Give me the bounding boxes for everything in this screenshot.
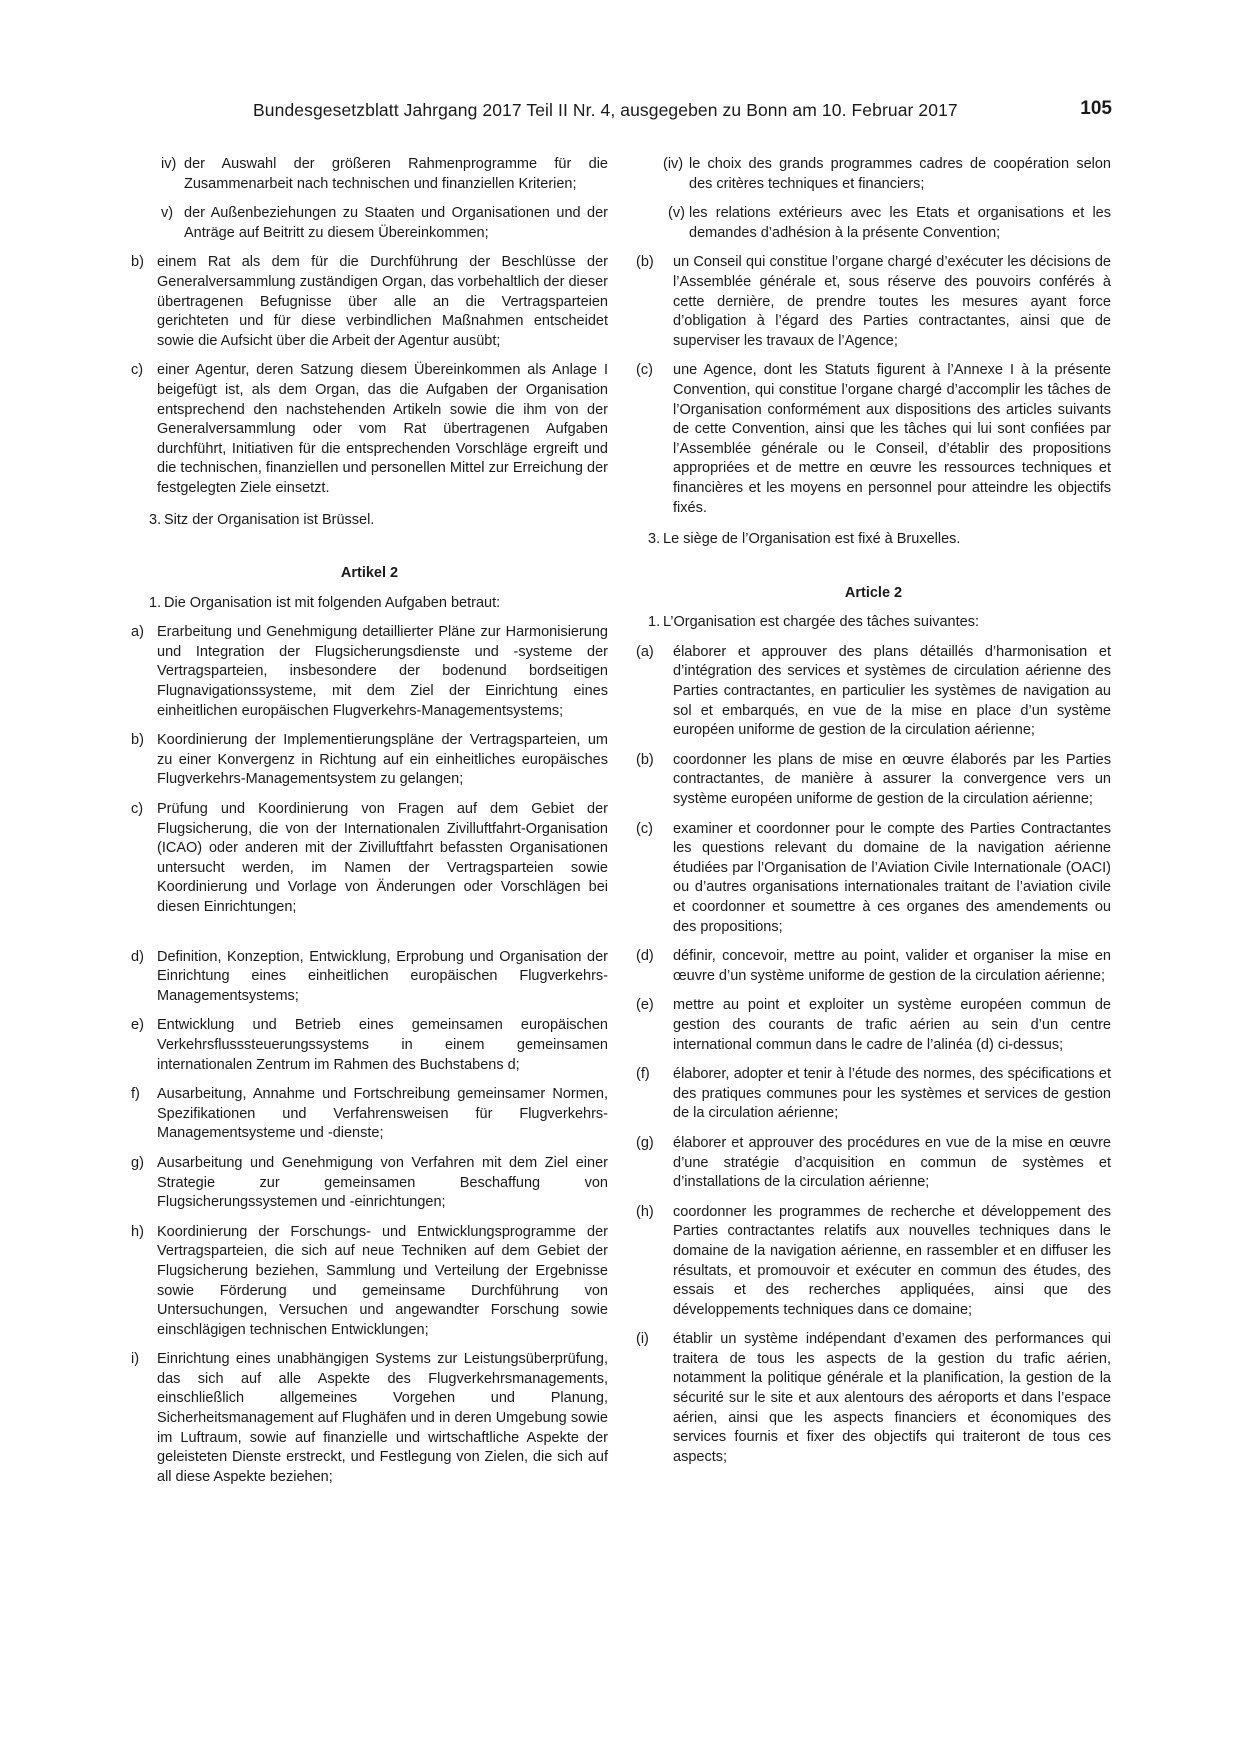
clause-text: einer Agentur, deren Satzung diesem Übereinkommen als Anlage I beigefügt ist, als dem Organ, das die Aufgaben der Organisation entsprechend den nachstehenden Artikeln sowie die ihm von der Generalversammlung oder vom Rat übertragenen Aufgaben durchführt, Initiativen für die entsprechenden Vorschläge ergreift und die technischen, finanziellen und personellen Mittel zur Erreichung der festgelegten Ziele einsetzt. — [157, 362, 608, 496]
task-text: élaborer, adopter et tenir à l’étude des normes, des spécifications et des pratiques communes pour les systèmes et services de gestion de la circulation aérienne; — [673, 1066, 1111, 1122]
clause-marker: (iv) — [663, 156, 684, 172]
task-marker: (c) — [636, 820, 653, 837]
paragraph-marker: 1. — [149, 594, 162, 611]
task-marker: (f) — [636, 1066, 650, 1083]
task-marker: (a) — [636, 643, 654, 660]
task-text: Einrichtung eines unabhängigen Systems zur Leistungsüberprüfung, das sich auf alle Aspekte des Flugverkehrsmanagements, einschließlich allgemeines Vorgehen und Planung, Sicherheitsmanagement auf Flughäfen und in deren Umgebung sowie im Luftraum, sowie auf finanzielle und wirtschaftliche Aspekte der geleisteten Dienste erstreckt, und Festlegung von Zielen, die sich auf all diese Aspekte beziehen; — [157, 1351, 608, 1485]
task-i — [131, 1350, 608, 1487]
clause-c — [131, 361, 608, 498]
clause-text: un Conseil qui constitue l’organe chargé d’exécuter les décisions de l’Assemblée générale et, sous réserve des pouvoirs conférés à cette dernière, de prendre toutes les mesures ayant force d’obligation à l’égard des Parties contractantes, ainsi que de superviser les travaux de l’Agence; — [673, 254, 1111, 349]
clause-marker: iv) — [161, 156, 177, 172]
task-g — [636, 1134, 1111, 1193]
task-text: Prüfung und Koordinierung von Fragen auf dem Gebiet der Flugsicherung, die von der Internationalen Zivilluftfahrt-Organisation (ICAO) oder anderen mit der Zivilluftfahrt befassten Organisationen untersucht werden, im Namen der Vertragsparteien sowie Koordinierung und Vorlage von Änderungen oder Vorschlägen bei diesen Einrichtungen; — [157, 801, 608, 915]
clause-text: les relations extérieurs avec les Etats et organisations et les demandes d’adhésion à la présente Convention; — [689, 205, 1111, 241]
task-b — [131, 731, 608, 790]
task-marker: d) — [131, 948, 144, 965]
task-marker: (e) — [636, 997, 654, 1014]
task-h — [131, 1223, 608, 1341]
paragraph-text: L’Organisation est chargée des tâches suivantes: — [663, 614, 979, 631]
clause-text: der Auswahl der größeren Rahmenprogramme für die Zusammenarbeit nach technischen und finanziellen Kriterien; — [184, 156, 608, 192]
clause-marker: b) — [131, 254, 144, 271]
task-text: Koordinierung der Implementierungspläne der Vertragsparteien, um zu einer Konvergenz in Richtung auf ein einheitliches europäisches Flugverkehrs-Managementsystem zu gelangen; — [157, 732, 608, 788]
task-b — [636, 751, 1111, 810]
page-number: 105 — [1080, 98, 1112, 119]
clause-text: une Agence, dont les Statuts figurent à l’Annexe I à la présente Convention, qui constitue l’organe chargé d’accomplir les tâches de l’Organisation conformément aux dispositions des articles suivants de cette Convention, ainsi que les tâches qui lui sont confiées par l’Assemblée générale ou le Conseil, d’établir des propositions appropriées et de mettre en œuvre les ressources techniques et financières et les moyens en personnel pour atteindre les objectifs fixés. — [673, 362, 1111, 516]
clause-text: einem Rat als dem für die Durchführung der Beschlüsse der Generalversammlung zuständigen Organ, das vorbehaltlich der dieser übertragenen Befugnisse über alle an die Vertragsparteien gerichteten und für diese verbindlichen Maßnahmen entscheidet sowie die Aufsicht über die Arbeit der Agentur ausübt; — [157, 254, 608, 349]
paragraph-3 — [149, 511, 608, 531]
task-g — [131, 1154, 608, 1213]
task-i — [636, 1330, 1111, 1467]
article-heading: Artikel 2 — [340, 565, 399, 582]
clause-iv — [131, 155, 608, 194]
task-text: établir un système indépendant d’examen des performances qui traitera de tous les aspects de la gestion du trafic aérien, notamment la politique générale et la planification, la gestion de la sécurité sur le site et aux alentours des aéroports et dans l’espace aérien, ainsi que les aspects financiers et économiques des services fournis et fixer des objectifs qui traiteront de tous ces aspects; — [673, 1331, 1111, 1465]
task-marker: a) — [131, 624, 144, 641]
paragraph-marker: 3. — [648, 531, 661, 548]
task-text: Erarbeitung und Genehmigung detaillierter Pläne zur Harmonisierung und Integration der Flugsicherungsdienste und -systeme der Vertragsparteien, insbesondere der bodenund bordseitigen Flugnavigationssysteme, mit dem Ziel der Einrichtung eines einheitlichen europäischen Flugverkehrs-Managementsystems; — [157, 624, 608, 719]
article-heading: Article 2 — [844, 584, 903, 601]
task-text: coordonner les programmes de recherche et développement des Parties contractantes relatifs aux nouvelles techniques dans le domaine de la navigation aérienne, en rassembler et en diffuser les résultats, et promouvoir et exécuter en commun des études, des essais et des recherches appliquées, ainsi que des développements techniques dans ce domaine; — [673, 1203, 1111, 1318]
task-marker: (g) — [636, 1134, 654, 1151]
task-text: mettre au point et exploiter un système européen commun de gestion des courants de trafic aérien au sein d’un centre international commun dans le cadre de l’alinéa (d) ci-dessus; — [673, 997, 1111, 1053]
task-marker: (h) — [636, 1203, 654, 1220]
task-f — [131, 1085, 608, 1144]
task-c — [636, 820, 1111, 938]
clause-v — [131, 204, 608, 243]
task-e — [636, 996, 1111, 1055]
task-marker: i) — [131, 1351, 140, 1368]
task-marker: (d) — [636, 948, 654, 965]
task-text: élaborer et approuver des procédures en vue de la mise en œuvre d’une stratégie d’acquisition en commun de systèmes et d’installations de la circulation aérienne; — [673, 1134, 1111, 1191]
paragraph-marker: 3. — [149, 511, 162, 528]
clause-text: der Außenbeziehungen zu Staaten und Organisationen und der Anträge auf Beitritt zu diesem Übereinkommen; — [184, 205, 608, 241]
clause-iv — [636, 155, 1111, 194]
task-marker: g) — [131, 1154, 144, 1171]
task-marker: (b) — [636, 751, 654, 768]
paragraph-text: Le siège de l’Organisation est fixé à Bruxelles. — [663, 531, 961, 548]
task-text: Entwicklung und Betrieb eines gemeinsamen europäischen Verkehrsflusssteuerungssystems in einem gemeinsamen internationalen Zentrum im Rahmen des Buchstabens d; — [157, 1017, 608, 1073]
clause-marker: (b) — [636, 254, 654, 271]
paragraph-marker: 1. — [648, 614, 661, 631]
task-a — [636, 643, 1111, 741]
clause-text: le choix des grands programmes cadres de coopération selon des critères techniques et financiers; — [689, 156, 1111, 192]
task-text: définir, concevoir, mettre au point, valider et organiser la mise en œuvre d’un système uniforme de gestion de la circulation aérienne; — [673, 948, 1111, 984]
task-d — [131, 948, 608, 1007]
clause-v — [636, 204, 1111, 243]
task-marker: h) — [131, 1223, 144, 1240]
task-h — [636, 1203, 1111, 1321]
task-text: Koordinierung der Forschungs- und Entwicklungsprogramme der Vertragsparteien, die sich auf neue Techniken auf dem Gebiet der Flugsicherung beziehen, Sammlung und Verteilung der Ergebnisse sowie Förderung und gemeinsame Durchführung von Untersuchungen, Versuchen und angewandter Forschung sowie einschlägigen technischen Entwicklungen; — [157, 1223, 608, 1338]
task-c — [131, 800, 608, 918]
clause-marker: (v) — [668, 205, 685, 222]
task-a — [131, 623, 608, 721]
clause-c — [636, 361, 1111, 518]
task-f — [636, 1065, 1111, 1124]
clause-b — [131, 253, 608, 351]
task-text: coordonner les plans de mise en œuvre élaborés par les Parties contractantes, de manière à assurer la convergence vers un système européen uniforme de gestion de la circulation aérienne; — [673, 751, 1111, 808]
task-marker: e) — [131, 1017, 144, 1034]
task-marker: c) — [131, 801, 144, 818]
task-marker: (i) — [636, 1331, 649, 1348]
french-column — [636, 155, 1111, 1467]
paragraph-text: Die Organisation ist mit folgenden Aufgaben betraut: — [164, 594, 501, 611]
task-marker: b) — [131, 732, 144, 749]
task-e — [131, 1016, 608, 1075]
clause-marker: v) — [161, 205, 174, 222]
task-d — [636, 947, 1111, 986]
german-column — [131, 155, 608, 1487]
gazette-title: Bundesgesetzblatt Jahrgang 2017 Teil II Nr. 4, ausgegeben zu Bonn am 10. Februar 2017 — [253, 100, 958, 120]
task-text: examiner et coordonner pour le compte des Parties Contractantes les questions relevant du domaine de la navigation aérienne étudiées par l’Organisation de l’Aviation Civile Internationale (OACI) ou d’autres organisations internationales traitant de l’aviation civile et coordonner et soumettre à ces organes des amendements ou des propositions; — [673, 820, 1111, 935]
clause-marker: c) — [131, 362, 144, 379]
paragraph-3 — [648, 530, 1111, 550]
task-text: Ausarbeitung, Annahme und Fortschreibung gemeinsamer Normen, Spezifikationen und Verfahrensweisen für Flugverkehrs-Managementsysteme und -dienste; — [157, 1086, 608, 1142]
clause-marker: (c) — [636, 362, 653, 379]
task-text: Ausarbeitung und Genehmigung von Verfahren mit dem Ziel einer Strategie zur gemeinsamen Beschaffung von Flugsicherungssystemen und -einrichtungen; — [157, 1154, 608, 1211]
page-header — [130, 100, 1112, 124]
paragraph-1 — [648, 613, 1111, 633]
task-text: Definition, Konzeption, Entwicklung, Erprobung und Organisation der Einrichtung eines einheitlichen europäischen Flugverkehrs-Managementsystems; — [157, 948, 608, 1004]
task-text: élaborer et approuver des plans détaillés d’harmonisation et d’intégration des services et systèmes de circulation aérienne des Parties contractantes, en particulier les systèmes de navigation au sol et embarqués, en vue de la mise en place d’un système européen uniforme de gestion de la circulation aérienne; — [673, 643, 1111, 739]
clause-b — [636, 253, 1111, 351]
task-marker: f) — [131, 1086, 140, 1103]
paragraph-text: Sitz der Organisation ist Brüssel. — [164, 511, 375, 528]
paragraph-1 — [149, 594, 608, 614]
